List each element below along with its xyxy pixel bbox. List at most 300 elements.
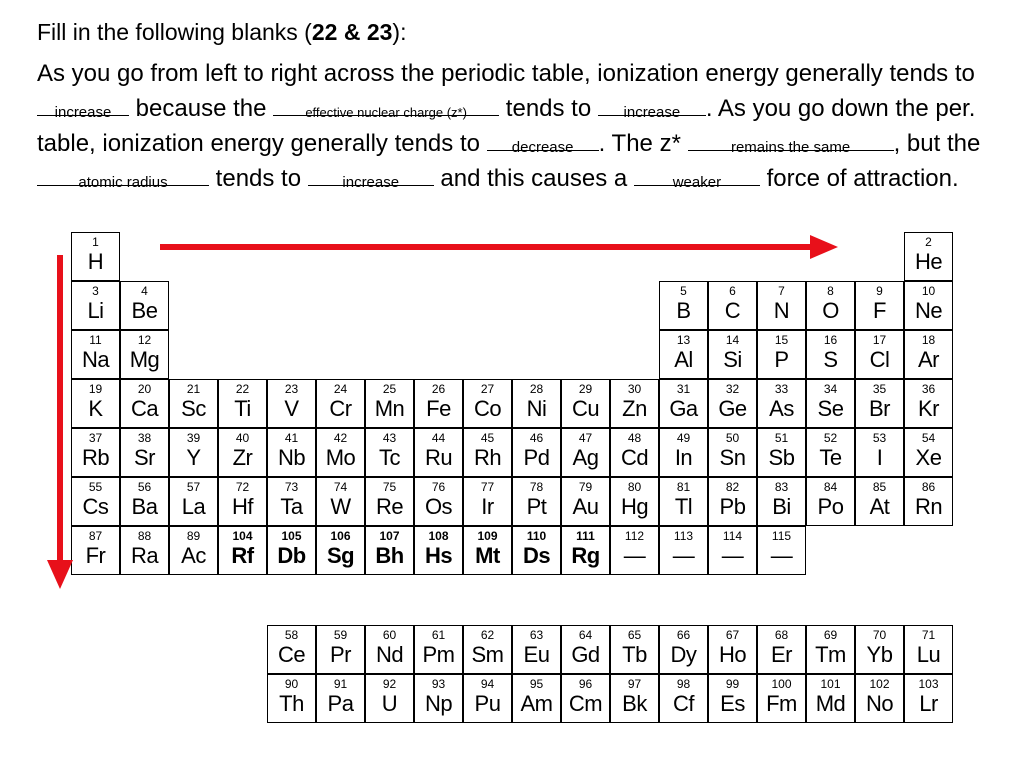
- atomic-number: 86: [921, 480, 936, 494]
- arrow-head: [810, 235, 838, 259]
- element-cell: [708, 477, 757, 526]
- element-cell: [120, 330, 169, 379]
- element-symbol: Ra: [130, 543, 159, 568]
- element-cell: [610, 428, 659, 477]
- element-symbol: Sn: [719, 445, 746, 470]
- atomic-number: 68: [774, 628, 789, 642]
- atomic-number: 88: [137, 529, 152, 543]
- element-cell: [708, 330, 757, 379]
- atomic-number: 61: [431, 628, 446, 642]
- blank-7: [308, 161, 434, 196]
- element-cell: [904, 428, 953, 477]
- element-symbol: Ho: [718, 642, 747, 667]
- atomic-number: 13: [676, 333, 691, 347]
- element-cell: [904, 232, 953, 281]
- atomic-number: 85: [872, 480, 887, 494]
- atomic-number: 92: [382, 677, 397, 691]
- atomic-number: 103: [918, 677, 939, 691]
- element-cell: [855, 330, 904, 379]
- element-symbol: Mn: [374, 396, 405, 421]
- element-symbol: At: [869, 494, 890, 519]
- element-symbol: Am: [520, 691, 553, 716]
- atomic-number: 102: [869, 677, 890, 691]
- blank-2: [273, 91, 499, 126]
- element-symbol: Pa: [327, 691, 354, 716]
- atomic-number: 69: [823, 628, 838, 642]
- atomic-number: 53: [872, 431, 887, 445]
- element-cell: [316, 526, 365, 575]
- element-symbol: As: [769, 396, 794, 421]
- element-symbol: Rb: [81, 445, 110, 470]
- atomic-number: 77: [480, 480, 495, 494]
- element-symbol: Zr: [232, 445, 253, 470]
- atomic-number: 114: [722, 529, 743, 543]
- atomic-number: 19: [88, 382, 103, 396]
- atomic-number: 23: [284, 382, 299, 396]
- blank-4: [487, 126, 599, 161]
- element-symbol: Md: [815, 691, 846, 716]
- element-cell: [512, 428, 561, 477]
- element-symbol: Nb: [277, 445, 306, 470]
- element-symbol: Rn: [914, 494, 943, 519]
- element-cell: [71, 477, 120, 526]
- element-cell: [463, 428, 512, 477]
- element-symbol: La: [181, 494, 206, 519]
- element-symbol: Bi: [772, 494, 791, 519]
- element-symbol: Ar: [918, 347, 939, 372]
- element-cell: [610, 477, 659, 526]
- element-symbol: I: [876, 445, 883, 470]
- element-cell: [414, 674, 463, 723]
- element-cell: [414, 379, 463, 428]
- atomic-number: 113: [673, 529, 694, 543]
- element-cell: [316, 428, 365, 477]
- element-symbol: Cf: [673, 691, 694, 716]
- element-symbol: Pm: [422, 642, 455, 667]
- atomic-number: 31: [676, 382, 691, 396]
- element-symbol: Te: [819, 445, 842, 470]
- element-symbol: Sb: [768, 445, 795, 470]
- element-symbol: No: [865, 691, 894, 716]
- atomic-number: 34: [823, 382, 838, 396]
- element-cell: [365, 428, 414, 477]
- element-cell: [904, 330, 953, 379]
- element-cell: [757, 526, 806, 575]
- element-symbol: Fm: [766, 691, 797, 716]
- element-cell: [561, 428, 610, 477]
- element-symbol: Np: [424, 691, 453, 716]
- element-cell: [463, 477, 512, 526]
- element-symbol: Fe: [426, 396, 451, 421]
- element-cell: [414, 625, 463, 674]
- element-cell: [708, 625, 757, 674]
- element-cell: [512, 477, 561, 526]
- element-cell: [120, 526, 169, 575]
- atomic-number: 25: [382, 382, 397, 396]
- atomic-number: 80: [627, 480, 642, 494]
- element-cell: [414, 526, 463, 575]
- element-symbol: W: [330, 494, 351, 519]
- answer-4: decrease: [511, 139, 574, 156]
- element-symbol: Sr: [134, 445, 155, 470]
- blank-5: [688, 126, 894, 161]
- element-cell: [757, 674, 806, 723]
- atomic-number: 28: [529, 382, 544, 396]
- atomic-number: 89: [186, 529, 201, 543]
- atomic-number: 83: [774, 480, 789, 494]
- element-cell: [218, 428, 267, 477]
- element-cell: [757, 379, 806, 428]
- element-symbol: Sm: [471, 642, 504, 667]
- answer-7: increase: [342, 174, 400, 191]
- element-symbol: Ru: [424, 445, 453, 470]
- element-symbol: Cu: [571, 396, 600, 421]
- atomic-number: 115: [771, 529, 792, 543]
- element-symbol: P: [774, 347, 789, 372]
- element-symbol: Al: [674, 347, 693, 372]
- atomic-number: 40: [235, 431, 250, 445]
- element-symbol: Zn: [622, 396, 647, 421]
- atomic-number: 12: [137, 333, 152, 347]
- atomic-number: 70: [872, 628, 887, 642]
- element-cell: [904, 674, 953, 723]
- heading-question-numbers: 22 & 23: [311, 19, 393, 45]
- element-symbol: Ds: [522, 543, 551, 568]
- element-cell: [659, 674, 708, 723]
- element-cell: [267, 625, 316, 674]
- element-cell: [365, 526, 414, 575]
- element-symbol: Mo: [325, 445, 356, 470]
- sentence-part-9: force of attraction.: [766, 165, 959, 192]
- element-symbol: Ne: [914, 298, 943, 323]
- element-cell: [561, 674, 610, 723]
- atomic-number: 4: [141, 284, 148, 298]
- answer-5: remains the same: [730, 139, 851, 156]
- atomic-number: 79: [578, 480, 593, 494]
- element-cell: [463, 625, 512, 674]
- atomic-number: 14: [725, 333, 740, 347]
- atomic-number: 41: [284, 431, 299, 445]
- atomic-number: 9: [876, 284, 883, 298]
- element-cell: [120, 281, 169, 330]
- atomic-number: 90: [284, 677, 299, 691]
- element-symbol: Tb: [622, 642, 647, 667]
- atomic-number: 17: [872, 333, 887, 347]
- element-cell: [316, 379, 365, 428]
- element-symbol: B: [676, 298, 691, 323]
- atomic-number: 3: [92, 284, 99, 298]
- element-symbol: Sg: [326, 543, 355, 568]
- atomic-number: 94: [480, 677, 495, 691]
- element-cell: [659, 281, 708, 330]
- element-cell: [708, 526, 757, 575]
- element-symbol: Y: [186, 445, 201, 470]
- element-symbol: Na: [81, 347, 110, 372]
- atomic-number: 48: [627, 431, 642, 445]
- element-cell: [855, 281, 904, 330]
- element-cell: [855, 674, 904, 723]
- element-cell: [316, 477, 365, 526]
- element-symbol: Po: [817, 494, 844, 519]
- element-cell: [512, 526, 561, 575]
- element-cell: [708, 379, 757, 428]
- element-symbol: Bh: [375, 543, 404, 568]
- element-symbol: K: [88, 396, 103, 421]
- element-symbol: —: [672, 543, 695, 568]
- element-cell: [267, 526, 316, 575]
- element-symbol: Kr: [918, 396, 939, 421]
- element-symbol: N: [773, 298, 790, 323]
- element-cell: [218, 379, 267, 428]
- atomic-number: 81: [676, 480, 691, 494]
- element-symbol: Ga: [669, 396, 698, 421]
- element-symbol: Hg: [620, 494, 649, 519]
- atomic-number: 29: [578, 382, 593, 396]
- atomic-number: 47: [578, 431, 593, 445]
- blank-3: [598, 91, 706, 126]
- element-symbol: Th: [279, 691, 304, 716]
- element-symbol: O: [822, 298, 839, 323]
- element-cell: [463, 674, 512, 723]
- element-symbol: Cd: [620, 445, 649, 470]
- element-cell: [169, 477, 218, 526]
- element-cell: [267, 674, 316, 723]
- atomic-number: 10: [921, 284, 936, 298]
- atomic-number: 82: [725, 480, 740, 494]
- element-symbol: Gd: [571, 642, 600, 667]
- sentence-part-7: tends to: [215, 165, 302, 192]
- element-cell: [561, 477, 610, 526]
- element-cell: [365, 625, 414, 674]
- element-symbol: Eu: [523, 642, 550, 667]
- atomic-number: 64: [578, 628, 593, 642]
- element-symbol: Pr: [330, 642, 351, 667]
- element-symbol: C: [724, 298, 741, 323]
- element-cell: [659, 625, 708, 674]
- element-cell: [806, 379, 855, 428]
- atomic-number: 46: [529, 431, 544, 445]
- atomic-number: 18: [921, 333, 936, 347]
- element-symbol: Li: [87, 298, 104, 323]
- element-cell: [71, 232, 120, 281]
- atomic-number: 42: [333, 431, 348, 445]
- atomic-number: 8: [827, 284, 834, 298]
- element-symbol: Rg: [571, 543, 600, 568]
- element-cell: [659, 428, 708, 477]
- element-symbol: Au: [572, 494, 599, 519]
- element-cell: [71, 281, 120, 330]
- element-symbol: Tl: [674, 494, 693, 519]
- element-cell: [610, 379, 659, 428]
- element-symbol: Ca: [130, 396, 159, 421]
- element-symbol: —: [770, 543, 793, 568]
- atomic-number: 58: [284, 628, 299, 642]
- element-symbol: Os: [424, 494, 453, 519]
- element-symbol: He: [914, 249, 943, 274]
- atomic-number: 105: [281, 529, 302, 543]
- atomic-number: 98: [676, 677, 691, 691]
- atomic-number: 6: [729, 284, 736, 298]
- element-symbol: Ba: [131, 494, 158, 519]
- element-cell: [267, 379, 316, 428]
- element-cell: [169, 428, 218, 477]
- atomic-number: 106: [330, 529, 351, 543]
- blank-1: [37, 91, 129, 126]
- heading-suffix: ):: [392, 19, 407, 45]
- element-cell: [610, 674, 659, 723]
- atomic-number: 104: [232, 529, 253, 543]
- element-symbol: Lu: [916, 642, 941, 667]
- blank-8: [634, 161, 760, 196]
- atomic-number: 108: [428, 529, 449, 543]
- element-symbol: Tm: [815, 642, 846, 667]
- atomic-number: 5: [680, 284, 687, 298]
- atomic-number: 35: [872, 382, 887, 396]
- sentence-part-5: . The z*: [598, 130, 681, 157]
- element-symbol: Bk: [622, 691, 647, 716]
- element-symbol: Ac: [181, 543, 206, 568]
- element-symbol: Ir: [481, 494, 494, 519]
- atomic-number: 76: [431, 480, 446, 494]
- atomic-number: 65: [627, 628, 642, 642]
- element-cell: [561, 526, 610, 575]
- answer-8: weaker: [672, 174, 722, 191]
- atomic-number: 50: [725, 431, 740, 445]
- element-cell: [855, 477, 904, 526]
- element-cell: [855, 428, 904, 477]
- element-symbol: Sc: [181, 396, 206, 421]
- fill-in-paragraph: [37, 56, 1017, 196]
- atomic-number: 33: [774, 382, 789, 396]
- element-symbol: Mt: [475, 543, 500, 568]
- element-symbol: Hs: [424, 543, 453, 568]
- element-symbol: Dy: [670, 642, 697, 667]
- atomic-number: 75: [382, 480, 397, 494]
- atomic-number: 74: [333, 480, 348, 494]
- element-cell: [855, 625, 904, 674]
- element-cell: [414, 477, 463, 526]
- element-cell: [365, 477, 414, 526]
- atomic-number: 32: [725, 382, 740, 396]
- atomic-number: 56: [137, 480, 152, 494]
- element-cell: [757, 281, 806, 330]
- atomic-number: 11: [89, 333, 102, 347]
- atomic-number: 109: [477, 529, 498, 543]
- element-cell: [855, 379, 904, 428]
- atomic-number: 36: [921, 382, 936, 396]
- element-symbol: Rf: [231, 543, 254, 568]
- element-cell: [708, 674, 757, 723]
- element-cell: [610, 625, 659, 674]
- element-symbol: Rh: [473, 445, 502, 470]
- element-cell: [757, 330, 806, 379]
- element-symbol: —: [721, 543, 744, 568]
- atomic-number: 95: [529, 677, 544, 691]
- element-symbol: Cr: [329, 396, 352, 421]
- sentence-part-4: . As you go down the per. table, ionization energy generally tends to: [37, 95, 976, 157]
- element-symbol: Fr: [85, 543, 106, 568]
- element-cell: [757, 477, 806, 526]
- element-symbol: Be: [131, 298, 158, 323]
- element-cell: [806, 330, 855, 379]
- element-cell: [414, 428, 463, 477]
- element-symbol: Nd: [375, 642, 404, 667]
- element-symbol: Hf: [232, 494, 253, 519]
- atomic-number: 60: [382, 628, 397, 642]
- atomic-number: 111: [576, 529, 595, 543]
- atomic-number: 39: [186, 431, 201, 445]
- atomic-number: 57: [186, 480, 201, 494]
- element-cell: [659, 379, 708, 428]
- atomic-number: 52: [823, 431, 838, 445]
- sentence-part-8: and this causes a: [440, 165, 628, 192]
- atomic-number: 15: [774, 333, 789, 347]
- sentence-part-1: As you go from left to right across the periodic table, ionization energy generally tends to: [37, 60, 975, 87]
- element-symbol: Es: [720, 691, 745, 716]
- element-cell: [757, 625, 806, 674]
- atomic-number: 93: [431, 677, 446, 691]
- atomic-number: 2: [925, 235, 932, 249]
- atomic-number: 71: [921, 628, 936, 642]
- element-symbol: Co: [473, 396, 502, 421]
- element-cell: [71, 379, 120, 428]
- element-cell: [806, 477, 855, 526]
- heading-prefix: Fill in the following blanks (: [37, 19, 312, 45]
- element-cell: [218, 526, 267, 575]
- element-cell: [561, 379, 610, 428]
- atomic-number: 100: [771, 677, 792, 691]
- element-symbol: Si: [723, 347, 742, 372]
- atomic-number: 26: [431, 382, 446, 396]
- atomic-number: 49: [676, 431, 691, 445]
- element-cell: [169, 526, 218, 575]
- atomic-number: 66: [676, 628, 691, 642]
- element-symbol: Ag: [572, 445, 599, 470]
- answer-1: increase: [54, 104, 112, 121]
- element-cell: [316, 674, 365, 723]
- element-symbol: Pu: [474, 691, 501, 716]
- sentence-part-2: because the: [135, 95, 267, 122]
- element-cell: [512, 674, 561, 723]
- atomic-number: 16: [823, 333, 838, 347]
- sentence-part-6: , but the: [893, 130, 981, 157]
- element-cell: [169, 379, 218, 428]
- element-cell: [806, 625, 855, 674]
- element-cell: [512, 379, 561, 428]
- atomic-number: 1: [92, 235, 99, 249]
- atomic-number: 43: [382, 431, 397, 445]
- element-cell: [316, 625, 365, 674]
- element-cell: [365, 674, 414, 723]
- atomic-number: 62: [480, 628, 495, 642]
- element-symbol: Db: [277, 543, 306, 568]
- element-cell: [659, 477, 708, 526]
- atomic-number: 107: [379, 529, 400, 543]
- element-symbol: Se: [817, 396, 844, 421]
- answer-2: effective nuclear charge (z*): [305, 105, 467, 120]
- element-symbol: Br: [869, 396, 890, 421]
- element-symbol: Tc: [379, 445, 400, 470]
- element-cell: [120, 477, 169, 526]
- element-cell: [71, 428, 120, 477]
- element-symbol: F: [873, 298, 886, 323]
- atomic-number: 55: [88, 480, 103, 494]
- element-symbol: Lr: [919, 691, 938, 716]
- atomic-number: 96: [578, 677, 593, 691]
- element-cell: [463, 526, 512, 575]
- element-symbol: Cs: [82, 494, 109, 519]
- element-cell: [659, 526, 708, 575]
